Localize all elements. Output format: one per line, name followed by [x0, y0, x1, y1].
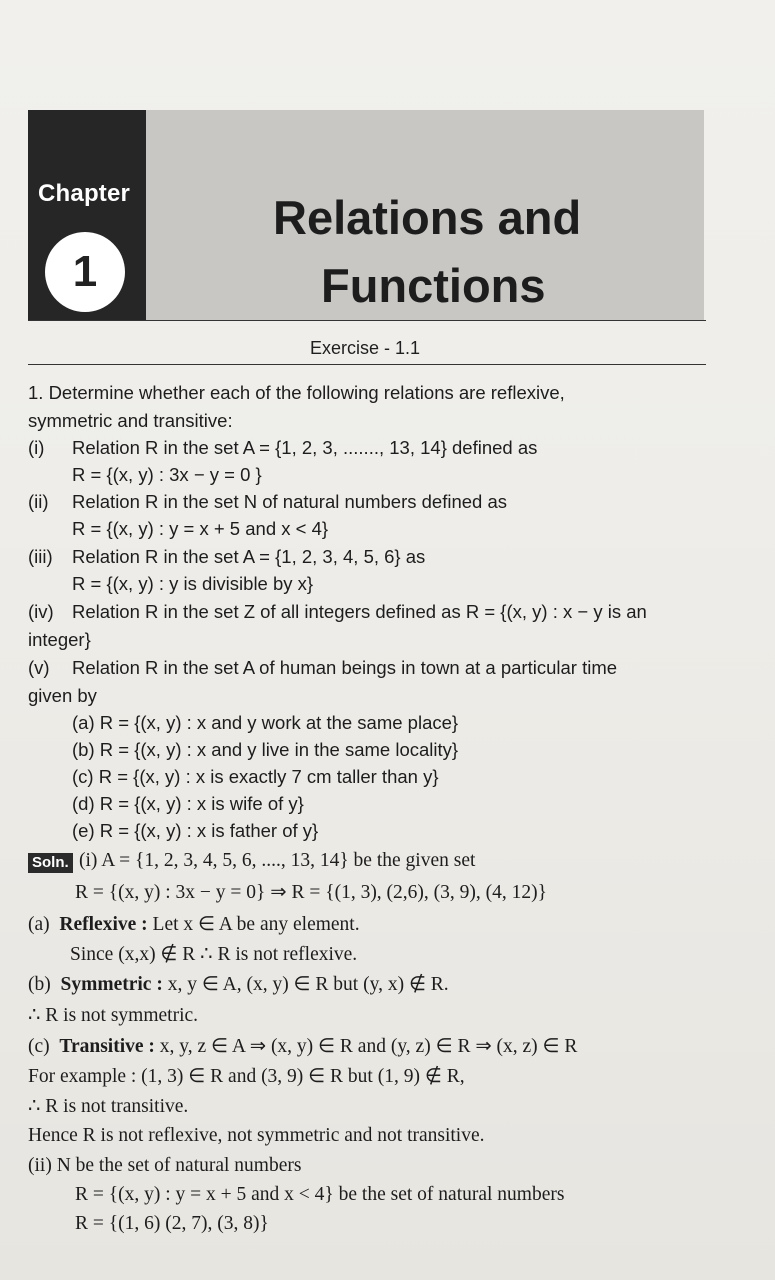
part-ii-line1: (ii) N be the set of natural numbers [28, 1155, 302, 1176]
part-ii-line3: R = {(1, 6) (2, 7), (3, 8)} [75, 1213, 269, 1234]
header-rule-top [28, 320, 706, 321]
q1-i-label: (i) [28, 437, 45, 458]
q1-line1: 1. Determine whether each of the following relations are reflexive, [28, 382, 565, 403]
q1-v-text: Relation R in the set A of human beings in town at a particular time [72, 657, 618, 678]
solution-badge: Soln. [28, 853, 73, 873]
part-ii-line2: R = {(x, y) : y = x + 5 and x < 4} be the set of natural numbers [75, 1184, 565, 1205]
exercise-heading: Exercise - 1.1 [310, 338, 421, 358]
q1-iii-label: (iii) [28, 546, 53, 567]
q1-iv-text: Relation R in the set Z of all integers defined as R = {(x, y) : x − y is an [72, 601, 647, 622]
transitive-text: x, y, z ∈ A ⇒ (x, y) ∈ R and (y, z) ∈ R ⇒ (x, z) ∈ R [154, 1036, 578, 1057]
transitive-line [28, 1034, 577, 1058]
q1-iv-label: (iv) [28, 601, 54, 622]
q1-v-text2: given by [28, 685, 97, 706]
q1-v-e: (e) R = {(x, y) : x is father of y} [72, 820, 319, 841]
transitive-heading: Transitive : [59, 1036, 155, 1057]
reflexive-letter: (a) [28, 914, 50, 935]
reflexive-conclusion: Since (x,x) ∉ R ∴ R is not reflexive. [70, 944, 358, 965]
transitive-conclusion: ∴ R is not transitive. [28, 1096, 189, 1117]
q1-v-a: (a) R = {(x, y) : x and y work at the same place} [72, 712, 459, 733]
q1-v-b: (b) R = {(x, y) : x and y live in the same locality} [72, 739, 459, 760]
chapter-title-line1: Relations and [273, 191, 582, 244]
symmetric-letter: (b) [28, 974, 51, 995]
chapter-number: 1 [45, 232, 125, 312]
reflexive-heading: Reflexive : [59, 914, 148, 935]
chapter-title-line2: Functions [321, 259, 546, 312]
q1-iii-relation: R = {(x, y) : y is divisible by x} [72, 573, 314, 594]
q1-ii-label: (ii) [28, 491, 49, 512]
solution-line1: (i) A = {1, 2, 3, 4, 5, 6, ...., 13, 14} be the given set [79, 850, 476, 871]
q1-v-label: (v) [28, 657, 50, 678]
q1-v-d: (d) R = {(x, y) : x is wife of y} [72, 793, 304, 814]
symmetric-text: x, y ∈ A, (x, y) ∈ R but (y, x) ∉ R. [162, 974, 449, 995]
chapter-label: Chapter [38, 180, 131, 207]
q1-ii-text: Relation R in the set N of natural numbers defined as [72, 491, 507, 512]
q1-ii-relation: R = {(x, y) : y = x + 5 and x < 4} [72, 518, 329, 539]
reflexive-label [28, 912, 360, 936]
overall-conclusion: Hence R is not reflexive, not symmetric and not transitive. [28, 1125, 485, 1146]
q1-v-c: (c) R = {(x, y) : x is exactly 7 cm taller than y} [72, 766, 439, 787]
q1-i-relation: R = {(x, y) : 3x − y = 0 } [72, 464, 262, 485]
symmetric-heading: Symmetric : [60, 974, 163, 995]
exercise-rule [28, 364, 706, 365]
symmetric-conclusion: ∴ R is not symmetric. [28, 1005, 199, 1026]
q1-iii-text: Relation R in the set A = {1, 2, 3, 4, 5, 6} as [72, 546, 426, 567]
transitive-example: For example : (1, 3) ∈ R and (3, 9) ∈ R but (1, 9) ∉ R, [28, 1066, 465, 1087]
q1-iv-text2: integer} [28, 629, 91, 650]
solution-line2: R = {(x, y) : 3x − y = 0} ⇒ R = {(1, 3), (2,6), (3, 9), (4, 12)} [75, 882, 548, 903]
transitive-letter: (c) [28, 1036, 50, 1057]
q1-i-text: Relation R in the set A = {1, 2, 3, ......., 13, 14} defined as [72, 437, 538, 458]
reflexive-text: Let x ∈ A be any element. [147, 914, 360, 935]
symmetric-line [28, 972, 449, 996]
q1-line2: symmetric and transitive: [28, 410, 233, 431]
